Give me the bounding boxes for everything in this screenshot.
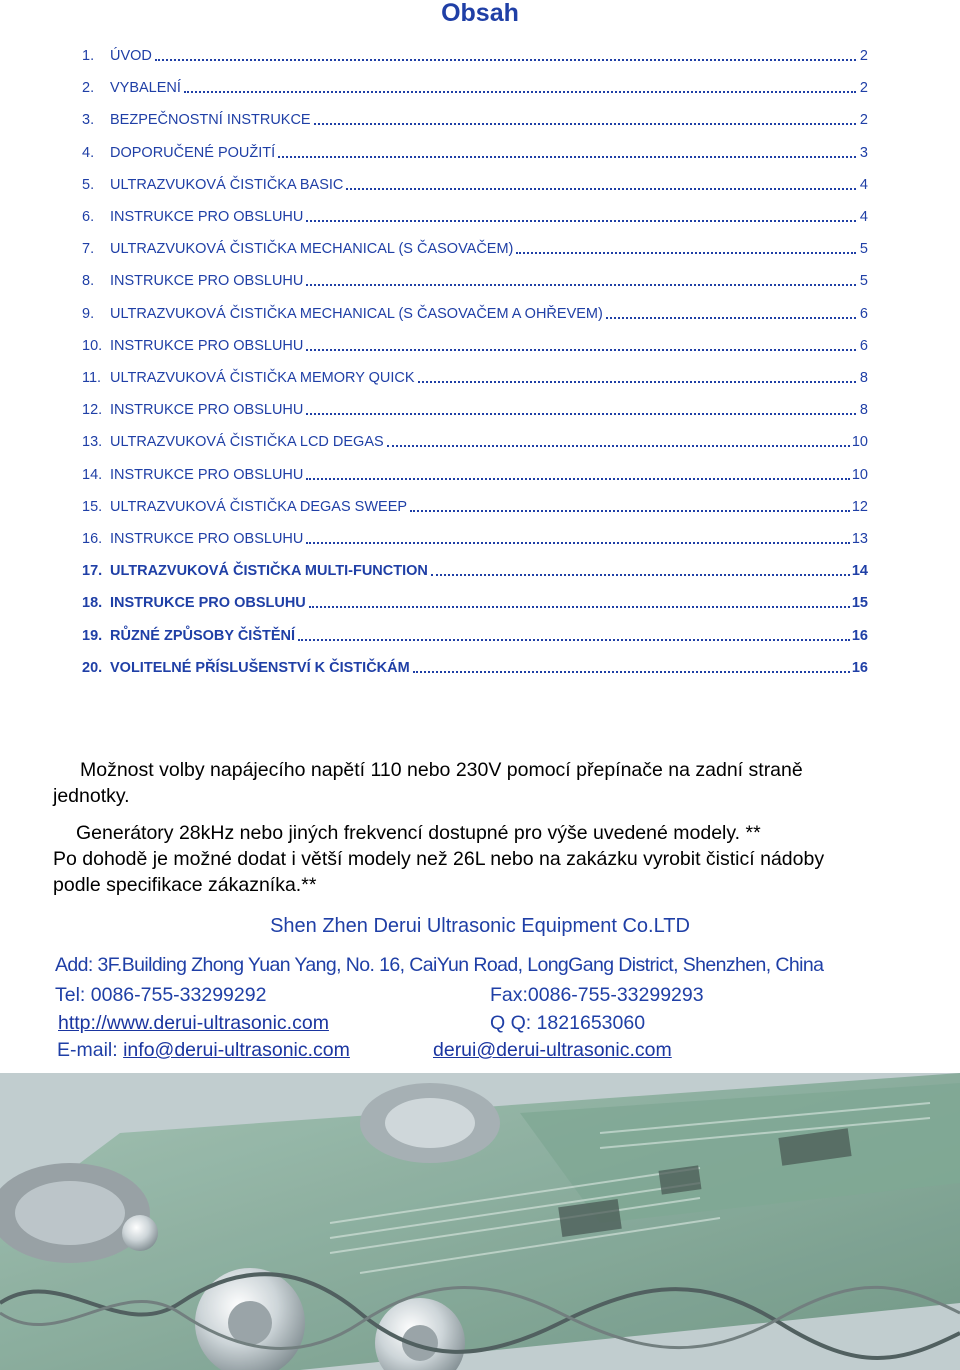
toc-leader-dots xyxy=(309,606,850,608)
toc-leader-dots xyxy=(346,188,856,190)
toc-entry-page: 2 xyxy=(859,112,868,129)
toc-entry-page: 15 xyxy=(851,595,868,612)
toc-entry[interactable] xyxy=(82,142,868,162)
toc-entry[interactable] xyxy=(82,303,868,323)
toc-leader-dots xyxy=(431,574,850,576)
toc-entry-title: ULTRAZVUKOVÁ ČISTIČKA LCD DEGAS xyxy=(110,434,384,451)
toc-entry-title: INSTRUKCE PRO OBSLUHU xyxy=(110,402,304,419)
company-tel: Tel: 0086-755-33299292 xyxy=(55,984,267,1006)
toc-entry-number: 14. xyxy=(82,466,103,483)
toc-leader-dots xyxy=(306,284,856,286)
generator-note-line3: podle specifikace zákazníka.** xyxy=(53,874,317,896)
toc-entry-title: ÚVOD xyxy=(110,48,152,64)
toc-entry[interactable] xyxy=(82,238,868,258)
generator-note-line1: Generátory 28kHz nebo jiných frekvencí dostupné pro výše uvedené modely. ** xyxy=(76,822,761,844)
toc-entry-title: ULTRAZVUKOVÁ ČISTIČKA BASIC xyxy=(110,176,344,193)
toc-entry-number: 20. xyxy=(82,659,103,676)
toc-entry-page: 3 xyxy=(859,144,868,161)
toc-leader-dots xyxy=(278,156,856,158)
generator-note-line2: Po dohodě je možné dodat i větší modely než 26L nebo na zakázku vyrobit čisticí nádoby xyxy=(53,848,825,870)
toc-entry-title: ULTRAZVUKOVÁ ČISTIČKA MECHANICAL (S ČASOVAČEM) xyxy=(110,241,514,258)
toc-entry-number: 9. xyxy=(82,305,95,322)
toc-entry-number: 13. xyxy=(82,434,103,451)
toc-leader-dots xyxy=(516,252,856,254)
company-email-row xyxy=(57,1038,350,1062)
toc-entry-title: ULTRAZVUKOVÁ ČISTIČKA MEMORY QUICK xyxy=(110,370,415,386)
toc-entry[interactable] xyxy=(82,367,868,387)
voltage-note-line1: Možnost volby napájecího napětí 110 nebo 230V pomocí přepínače na zadní straně xyxy=(80,759,803,781)
email-link-info[interactable]: info@derui-ultrasonic.com xyxy=(123,1039,350,1061)
email-link-derui[interactable]: derui@derui-ultrasonic.com xyxy=(433,1039,672,1061)
toc-entry-title: ULTRAZVUKOVÁ ČISTIČKA MULTI-FUNCTION xyxy=(110,563,428,580)
toc-entry-title: VOLITELNÉ PŘÍSLUŠENSTVÍ K ČISTIČKÁM xyxy=(110,659,410,676)
toc-entry-page: 13 xyxy=(851,531,868,547)
toc-entry-page: 4 xyxy=(859,176,868,193)
toc-entry-number: 19. xyxy=(82,627,103,644)
toc-entry[interactable] xyxy=(82,657,868,677)
toc-entry-page: 4 xyxy=(859,209,868,225)
toc-leader-dots xyxy=(418,381,856,383)
toc-entry[interactable] xyxy=(82,206,868,226)
toc-leader-dots xyxy=(298,639,850,641)
toc-leader-dots xyxy=(184,91,856,93)
toc-entry[interactable] xyxy=(82,592,868,612)
toc-entry-number: 15. xyxy=(82,498,103,515)
toc-entry-number: 6. xyxy=(82,209,95,225)
toc-entry[interactable] xyxy=(82,45,868,65)
toc-entry-title: VYBALENÍ xyxy=(110,80,181,97)
toc-entry[interactable] xyxy=(82,270,868,290)
toc-entry-page: 2 xyxy=(859,80,868,97)
toc-entry[interactable] xyxy=(82,399,868,419)
toc-entry-page: 10 xyxy=(851,434,868,451)
toc-entry-title: INSTRUKCE PRO OBSLUHU xyxy=(110,209,304,225)
toc-entry-number: 11. xyxy=(82,370,102,386)
toc-entry-number: 4. xyxy=(82,144,95,161)
toc-entry-number: 10. xyxy=(82,337,103,354)
company-fax: Fax:0086-755-33299293 xyxy=(490,984,704,1006)
toc-entry[interactable] xyxy=(82,528,868,548)
toc-leader-dots xyxy=(306,413,856,415)
toc-entry[interactable] xyxy=(82,77,868,97)
toc-entry-page: 14 xyxy=(851,563,868,580)
toc-entry-page: 10 xyxy=(851,466,868,483)
toc-entry-number: 7. xyxy=(82,241,95,258)
toc-entry[interactable] xyxy=(82,560,868,580)
toc-entry-number: 1. xyxy=(82,48,95,64)
toc-entry-title: RŮZNÉ ZPŮSOBY ČIŠTĚNÍ xyxy=(110,627,296,644)
toc-entry-number: 2. xyxy=(82,80,95,97)
company-address: Add: 3F.Building Zhong Yuan Yang, No. 16, CaiYun Road, LongGang District, Shenzhen, China xyxy=(55,954,824,976)
toc-entry-title: INSTRUKCE PRO OBSLUHU xyxy=(110,337,304,354)
circuit-board-photo xyxy=(0,1073,960,1370)
page-title: Obsah xyxy=(441,0,519,27)
company-website-link[interactable]: http://www.derui-ultrasonic.com xyxy=(58,1012,329,1034)
toc-entry-title: DOPORUČENÉ POUŽITÍ xyxy=(110,144,276,161)
toc-entry-page: 12 xyxy=(851,498,868,515)
toc-leader-dots xyxy=(306,220,856,222)
toc-entry-page: 6 xyxy=(859,305,868,322)
toc-entry-number: 18. xyxy=(82,595,103,612)
toc-entry-page: 2 xyxy=(859,48,868,64)
toc-leader-dots xyxy=(387,445,850,447)
toc-entry-page: 5 xyxy=(859,241,868,258)
toc-entry[interactable] xyxy=(82,464,868,484)
toc-leader-dots xyxy=(410,510,850,512)
toc-entry[interactable] xyxy=(82,625,868,645)
toc-entry-title: INSTRUKCE PRO OBSLUHU xyxy=(110,273,304,290)
company-qq: Q Q: 1821653060 xyxy=(490,1012,646,1034)
toc-entry[interactable] xyxy=(82,496,868,516)
toc-leader-dots xyxy=(306,542,849,544)
toc-entry-page: 16 xyxy=(851,659,868,676)
voltage-note-line2: jednotky. xyxy=(53,785,130,807)
toc-leader-dots xyxy=(413,671,850,673)
toc-entry-page: 8 xyxy=(859,370,868,386)
toc-entry-number: 17. xyxy=(82,563,103,580)
toc-entry-title: ULTRAZVUKOVÁ ČISTIČKA MECHANICAL (S ČASOVAČEM A OHŘEVEM) xyxy=(110,305,603,322)
toc-entry-number: 12. xyxy=(82,402,103,419)
toc-entry-page: 16 xyxy=(851,627,868,644)
toc-entry[interactable] xyxy=(82,431,868,451)
toc-entry-number: 5. xyxy=(82,176,95,193)
toc-entry[interactable] xyxy=(82,335,868,355)
toc-entry-number: 16. xyxy=(82,531,103,547)
toc-entry[interactable] xyxy=(82,174,868,194)
toc-leader-dots xyxy=(606,317,856,319)
toc-entry-title: INSTRUKCE PRO OBSLUHU xyxy=(110,531,304,547)
toc-entry-page: 6 xyxy=(859,337,868,354)
toc-entry-page: 8 xyxy=(859,402,868,419)
email-label: E-mail: xyxy=(57,1039,124,1061)
toc-leader-dots xyxy=(306,349,856,351)
toc-entry-title: BEZPEČNOSTNÍ INSTRUKCE xyxy=(110,112,311,129)
toc-entry-number: 8. xyxy=(82,273,95,290)
toc-entry[interactable] xyxy=(82,109,868,129)
toc-entry-title: ULTRAZVUKOVÁ ČISTIČKA DEGAS SWEEP xyxy=(110,498,408,515)
toc-leader-dots xyxy=(314,123,856,125)
toc-entry-page: 5 xyxy=(859,273,868,290)
toc-leader-dots xyxy=(155,59,856,61)
toc-leader-dots xyxy=(306,478,849,480)
company-name: Shen Zhen Derui Ultrasonic Equipment Co.LTD xyxy=(270,915,690,937)
toc-entry-number: 3. xyxy=(82,112,95,129)
toc-entry-title: INSTRUKCE PRO OBSLUHU xyxy=(110,595,306,612)
toc-entry-title: INSTRUKCE PRO OBSLUHU xyxy=(110,466,304,483)
